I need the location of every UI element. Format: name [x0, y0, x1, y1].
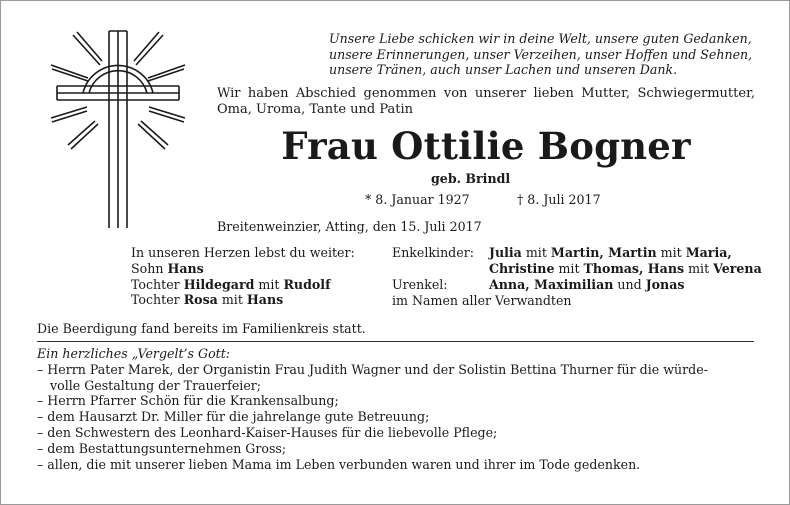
intro-text: Wir haben Abschied genommen von unserer lieben Mutter, Schwiegermutter, Oma, Uroma, Tante und Patin	[217, 86, 755, 117]
thanks-item: – Herrn Pater Marek, der Organistin Frau Judith Wagner und der Solistin Bettina Thurner für die würde-	[37, 361, 708, 377]
funeral-note: Die Beerdigung fand bereits im Familienkreis statt.	[37, 321, 366, 336]
birth-name: geb. Brindl	[431, 171, 511, 186]
cross-with-rays-icon	[43, 23, 193, 233]
hearts-heading: In unseren Herzen lebst du weiter:	[131, 245, 355, 260]
list-item: Christine mit Thomas, Hans mit Verena	[489, 260, 762, 276]
list-item: Julia mit Martin, Martin mit Maria,	[489, 245, 732, 260]
thanks-section	[37, 346, 708, 472]
thanks-item: – den Schwestern des Leonhard-Kaiser-Hauses für die liebevolle Pflege;	[37, 424, 498, 440]
thanks-item: – Herrn Pfarrer Schön für die Krankensalbung;	[37, 393, 339, 409]
birth-date: * 8. Januar 1927	[365, 192, 470, 207]
poem-line: unsere Erinnerungen, unser Verzeihen, unser Hoffen und Sehnen,	[329, 46, 753, 62]
relatives-note: im Namen aller Verwandten	[392, 292, 572, 308]
divider	[37, 341, 754, 342]
great-grandchildren-label: Urenkel:	[392, 277, 448, 292]
thanks-item: – dem Bestattungsunternehmen Gross;	[37, 440, 287, 456]
poem	[329, 31, 752, 78]
deceased-name: Frau Ottilie Bogner	[281, 124, 691, 168]
family-list	[131, 245, 355, 308]
thanks-heading: Ein herzliches „Vergelt’s Gott:	[37, 346, 231, 361]
thanks-item-continued: volle Gestaltung der Trauerfeier;	[50, 377, 262, 393]
grandchildren-label: Enkelkinder:	[392, 245, 474, 260]
list-item: Tochter Hildegard mit Rudolf	[131, 276, 331, 292]
poem-line: unsere Tränen, auch unser Lachen und unseren Dank.	[329, 62, 678, 77]
thanks-item: – dem Hausarzt Dr. Miller für die jahrelange gute Betreuung;	[37, 409, 430, 425]
death-date: † 8. Juli 2017	[517, 192, 601, 207]
grandchildren-list	[489, 245, 762, 292]
poem-line: Unsere Liebe schicken wir in deine Welt, unsere guten Gedanken,	[329, 31, 752, 46]
list-item: Anna, Maximilian und Jonas	[489, 276, 685, 292]
thanks-item: – allen, die mit unserer lieben Mama im Leben verbunden waren und ihrer im Tode gedenken.	[37, 456, 641, 472]
list-item: Sohn Hans	[131, 260, 204, 276]
list-item: Tochter Rosa mit Hans	[131, 292, 284, 308]
place-date: Breitenweinzier, Atting, den 15. Juli 2017	[217, 219, 482, 234]
